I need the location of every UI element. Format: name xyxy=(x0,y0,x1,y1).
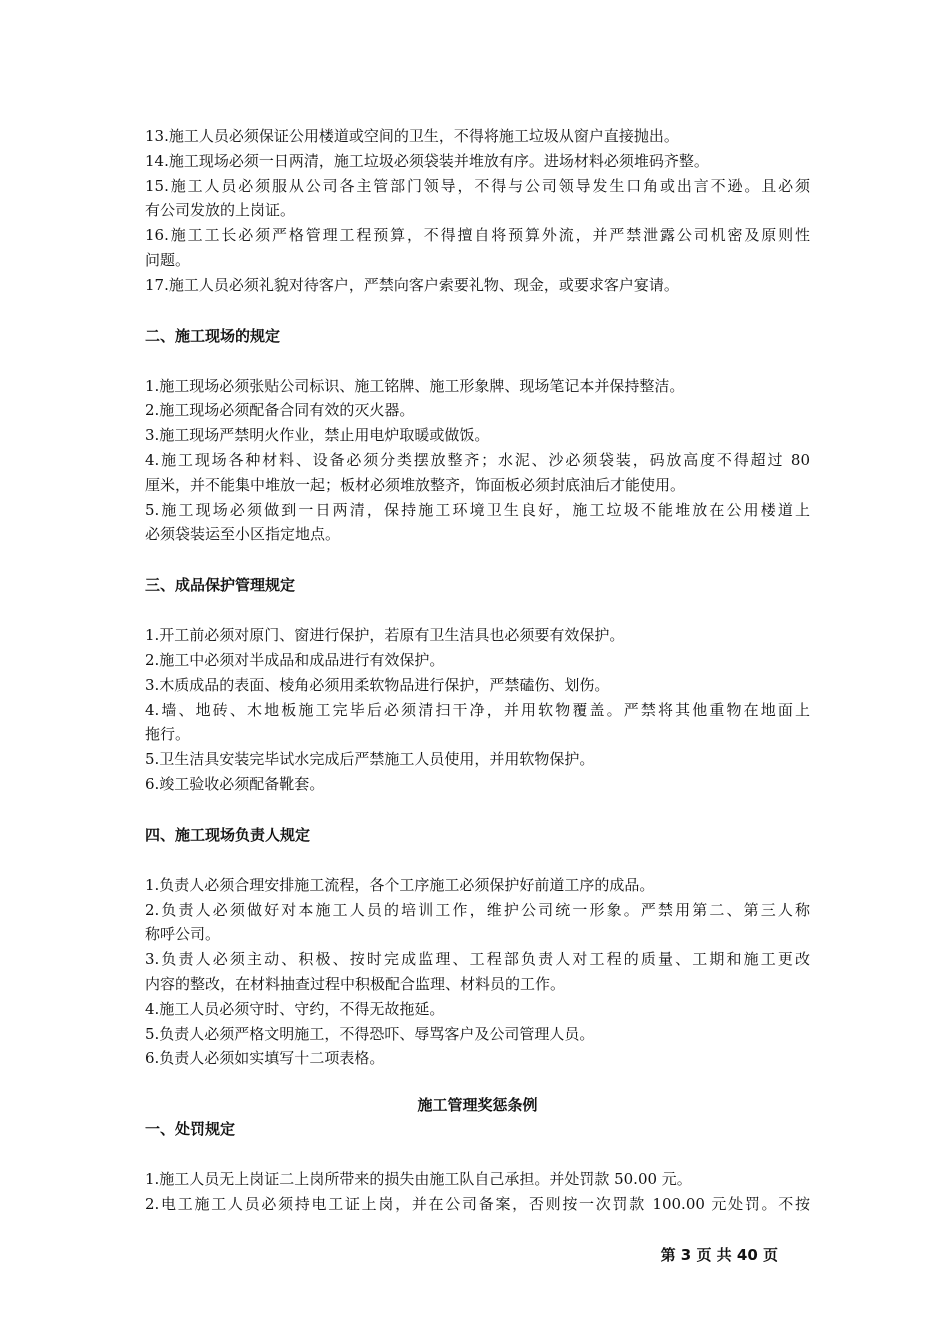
list-item: 4.墙、地砖、木地板施工完毕后必须清扫干净，并用软物覆盖。严禁将其他重物在地面上 xyxy=(145,700,810,719)
list-item: 3.施工现场严禁明火作业，禁止用电炉取暖或做饭。 xyxy=(145,426,490,445)
section-list xyxy=(145,623,810,797)
list-item: 有公司发放的上岗证。 xyxy=(145,201,296,220)
document-title: 施工管理奖惩条例 xyxy=(417,1096,538,1115)
list-item: 4.施工人员必须守时、守约，不得无故拖延。 xyxy=(145,999,445,1018)
list-item: 1.施工现场必须张贴公司标识、施工铭牌、施工形象牌、现场笔记本并保持整洁。 xyxy=(145,376,685,395)
list-item: 3.木质成品的表面、棱角必须用柔软物品进行保护，严禁磕伤、划伤。 xyxy=(145,675,610,694)
section-heading: 四、施工现场负责人规定 xyxy=(145,825,311,844)
list-item: 2.负责人必须做好对本施工人员的培训工作，维护公司统一形象。严禁用第二、第三人称 xyxy=(145,900,810,919)
list-item: 2.电工施工人员必须持电工证上岗，并在公司备案，否则按一次罚款 100.00 元处罚。不按 xyxy=(145,1194,810,1213)
list-item: 17.施工人员必须礼貌对待客户，严禁向客户索要礼物、现金，或要求客户宴请。 xyxy=(145,275,679,294)
list-item: 2.施工中必须对半成品和成品进行有效保护。 xyxy=(145,650,445,669)
section-heading: 三、成品保护管理规定 xyxy=(145,576,296,595)
list-item: 5.卫生洁具安装完毕试水完成后严禁施工人员使用，并用软物保护。 xyxy=(145,750,595,769)
section-heading: 一、处罚规定 xyxy=(145,1120,236,1139)
intro-list xyxy=(145,124,810,298)
list-item: 1.开工前必须对原门、窗进行保护，若原有卫生洁具也必须要有效保护。 xyxy=(145,626,625,645)
list-item: 2.施工现场必须配备合同有效的灭火器。 xyxy=(145,401,415,420)
list-item: 厘米，并不能集中堆放一起；板材必须堆放整齐，饰面板必须封底油后才能使用。 xyxy=(145,475,686,494)
list-item: 必须袋装运至小区指定地点。 xyxy=(145,525,341,544)
list-item: 16.施工工长必须严格管理工程预算，不得擅自将预算外流，并严禁泄露公司机密及原则性 xyxy=(145,226,810,245)
list-item: 1.施工人员无上岗证二上岗所带来的损失由施工队自己承担。并处罚款 50.00 元。 xyxy=(145,1170,692,1189)
list-item: 问题。 xyxy=(145,250,191,269)
list-item: 1.负责人必须合理安排施工流程，各个工序施工必须保护好前道工序的成品。 xyxy=(145,875,655,894)
list-item: 6.负责人必须如实填写十二项表格。 xyxy=(145,1049,385,1068)
section-heading: 二、施工现场的规定 xyxy=(145,326,281,345)
list-item: 6.竣工验收必须配备靴套。 xyxy=(145,774,325,793)
list-item: 3.负责人必须主动、积极、按时完成监理、工程部负责人对工程的质量、工期和施工更改 xyxy=(145,950,810,969)
page-number: 第 3 页 共 40 页 xyxy=(660,1246,778,1264)
section-list xyxy=(145,374,810,548)
list-item: 5.负责人必须严格文明施工，不得恐吓、辱骂客户及公司管理人员。 xyxy=(145,1024,595,1043)
section-list xyxy=(145,873,810,1071)
list-item: 内容的整改，在材料抽查过程中积极配合监理、材料员的工作。 xyxy=(145,974,566,993)
list-item: 4.施工现场各种材料、设备必须分类摆放整齐；水泥、沙必须袋装，码放高度不得超过 80 xyxy=(145,450,810,469)
list-item: 称呼公司。 xyxy=(145,925,221,944)
list-item: 14.施工现场必须一日两清，施工垃圾必须袋装并堆放有序。进场材料必须堆码齐整。 xyxy=(145,151,709,170)
list-item: 拖行。 xyxy=(145,725,191,744)
list-item: 13.施工人员必须保证公用楼道或空间的卫生，不得将施工垃圾从窗户直接抛出。 xyxy=(145,127,679,145)
list-item: 15.施工人员必须服从公司各主管部门领导，不得与公司领导发生口角或出言不逊。且必须 xyxy=(145,176,810,195)
page-body xyxy=(145,124,810,1217)
list-item: 5.施工现场必须做到一日两清，保持施工环境卫生良好，施工垃圾不能堆放在公用楼道上 xyxy=(145,500,810,519)
section-list xyxy=(145,1167,810,1217)
